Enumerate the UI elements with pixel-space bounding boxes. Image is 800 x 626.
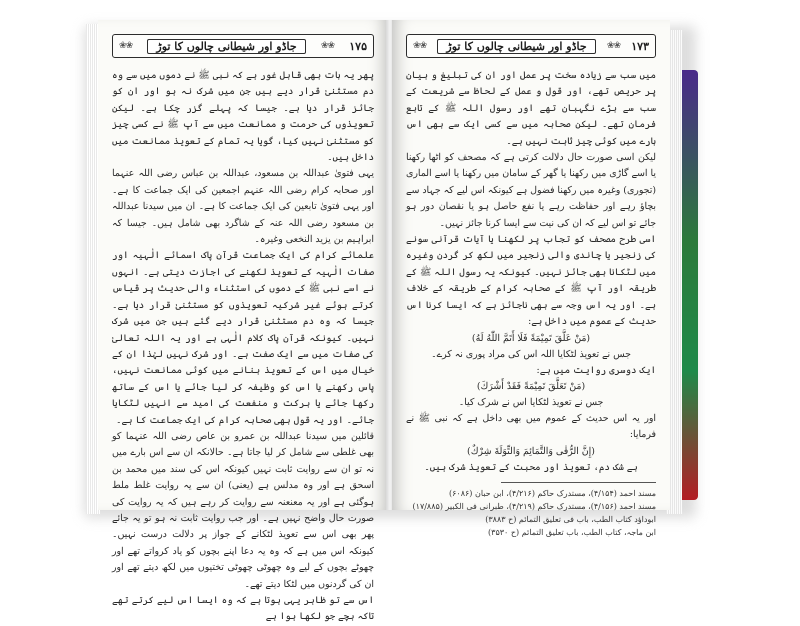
paragraph: اور یہ اس حدیث کے عموم میں بھی داخل ہے کہ نبی ﷺ نے فرمایا:	[406, 412, 656, 441]
right-page-number: ۱۷۳	[631, 39, 649, 53]
paragraph: پھر یہ بات بھی قابل غور ہے کہ نبی ﷺ نے دموں میں سے وہ دم مستثنیٰ قرار دیے ہیں جن میں شرک نہ ہو اور ان کو جائز قرار دیا ہے۔ جیسا کہ پہلے گزر چکا ہے۔ لیکن تعویذوں کی حرمت و ممانعت میں سے آپ ﷺ نے کسی چیز کو مستثنیٰ نہیں کیا، گویا یہ تمام کے تعویذ ممانعت میں داخل ہیں۔	[112, 70, 374, 164]
right-page	[392, 20, 670, 537]
left-page-number: ۱۷۵	[349, 39, 367, 53]
footnote: مسند احمد (۴/۱۵۴)، مستدرک حاکم (۴/۲۱۶)، ابن حبان (۶۰۸۶)	[448, 488, 656, 498]
hadith-verse: (مَنْ عَلَّقَ تَمِيْمَةً فَلَا أَتَمَّ اللّٰهُ لَهُ)	[471, 332, 591, 344]
ornament-icon: ❀❀	[320, 41, 334, 51]
ornament-icon: ❀❀	[119, 41, 133, 51]
paragraph: یہی فتویٰ عبداللہ بن مسعود، عبداللہ بن عباس رضی اللہ عنہما اور صحابہ کرام رضی اللہ عنہم اجمعین کی ایک جماعت کا ہے۔ اور یہی فتویٰ تابعین کی ایک جماعت کا ہے۔ ان میں سیدنا عبداللہ بن مسعود رضی اللہ عنہ کے شاگرد بھی شامل ہیں۔ جیسا کہ ابراہیم بن یزید النخعی وغیرہ۔	[112, 168, 374, 246]
footnote: مسند احمد (۴/۱۵۶)، مستدرک حاکم (۴/۲۱۹)، طبرانی فی الکبیر (۱۷/۸۸۵)	[412, 501, 656, 511]
book-cover-edge	[680, 70, 698, 500]
left-page-header	[112, 34, 374, 58]
hadith-translation: جس نے تعویذ لٹکایا اللہ اس کی مراد پوری نہ کرے۔	[431, 348, 631, 360]
paragraph: ایک دوسری روایت میں ہے:	[536, 364, 656, 376]
ornament-icon: ❀❀	[413, 41, 427, 51]
right-page-running-title: جاڈو اور شیطانی چالوں کا توڑ	[437, 39, 595, 54]
left-page	[98, 20, 388, 623]
paragraph: اسی طرح مصحف کو تجاب پر لکھنا یا آیات قرآنی سونے کی زنجیر یا چاندی والی زنجیر میں لکھ کر گردن وغیرہ میں لٹکانا بھی جائز نہیں۔ کیونکہ یہ رسول اللہ ﷺ کے طریقہ اور آپ ﷺ کے صحابہ کرام کے طریقہ کے خلاف ہے۔ اور یہ اس وجہ سے بھی ناجائز ہے کہ ایسا کرنا اس حدیث کے عموم میں داخل ہے:	[406, 234, 656, 328]
left-page-running-title: جاڈو اور شیطانی چالوں کا توڑ	[147, 39, 305, 54]
footnote: ابوداؤد کتاب الطب، باب فی تعلیق التمائم (ح ۳۸۸۳)	[485, 514, 656, 524]
hadith-translation: بے شک دم، تعویذ اور محبت کے تعویذ شرک ہیں۔	[424, 461, 638, 473]
footnotes	[412, 482, 656, 539]
hadith-verse: (إِنَّ الرُّقٰى وَالتَّمَائِمَ وَالتِّوَلَةَ شِرْكٌ)	[467, 445, 595, 457]
paragraph: علمائے کرام کی ایک جماعت قرآن پاک اسمائے الٰہیہ اور صفات الٰہیہ کے تعویذ لکھنے کی اجازت دیتی ہے۔ انہوں نے اسے نبی ﷺ کے دموں کی استثناء والی حدیث پر قیاس کرتے ہوئے غیر شرکیہ تعویذوں کو مستثنیٰ قرار دیا ہے۔ جیسا کہ وہ دم مستثنیٰ قرار دیے گئے ہیں جن میں شرک نہیں۔ کیونکہ قرآن پاک کلام الٰہی ہے اور یہ اللہ تعالیٰ کی صفات میں سے ایک صفت ہے۔ اور شرک نہیں لہٰذا ان کے خیال میں اس کے تعویذ بنانے میں کوئی ممانعت نہیں، پاس رکھنے یا اس کو وظیفہ کر لیا جائے یا اس کے ساتھ رکھا جائے یا برکت و منفعت کی امید سے انہیں لٹکایا جائے۔ اور یہ قول بھی صحابہ کرام کی ایک جماعت کا ہے۔	[112, 250, 374, 426]
footnote: ابن ماجہ، کتاب الطب، باب تعلیق التمائم (ح ۳۵۳۰)	[488, 527, 656, 537]
left-page-body	[112, 68, 374, 626]
hadith-verse: (مَنْ تَعَلَّقَ تَمِيْمَةً فَقَدْ أَشْرَكَ)	[476, 380, 586, 392]
ornament-icon: ❀❀	[606, 41, 620, 51]
paragraph: قائلین میں سیدنا عبداللہ بن عمرو بن عاص رضی اللہ عنہما کو بھی غلطی سے شامل کر لیا جاتا ہے۔ حالانکہ ان سے اس بارے میں نہ تو ان سے روایت ثابت نہیں کیونکہ اس کی سند میں محمد بن اسحق ہے اور وہ مدلس ہے (یعنی) ان سے یہ روایت غلط ملط ہوگئی ہے اور یہ معنعنہ سے روایت کر رہے ہیں کہ یہ روایت کی صورت حال واضح نہیں ہے۔ اور جب روایت ثابت نہ ہو تو یہ جائے پھر بھی اس سے تعویذ لٹکانے کے جواز پر دلالت درست نہیں۔ کیونکہ اس میں ہے کہ وہ یہ دعا اپنے بچوں کو یاد کرواتے تھے اور چھوٹے بچوں کے لیے وہ چھوٹی چھوٹی تختیوں میں لکھ دیتے تھے اور ان کی گردنوں میں لٹکا دیتے تھے۔	[112, 430, 374, 590]
right-page-header	[406, 34, 656, 58]
paragraph: اس سے تو ظاہر یہی ہوتا ہے کہ وہ ایسا اس لیے کرتے تھے تاکہ بچے جو لکھا ہوا ہے	[112, 595, 374, 623]
right-page-body	[406, 68, 656, 476]
hadith-translation: جس نے تعویذ لٹکایا اس نے شرک کیا۔	[458, 396, 604, 408]
paragraph: میں سب سے زیادہ سخت پر عمل اور ان کی تبلیغ و بیان پر حریص تھے، اور قول و عمل کے لحاظ سے شریعت کے سب سے بڑے نگہبان تھے اور رسول اللہ ﷺ کے تابع فرمان تھے۔ لیکن صحابہ میں سے کسی ایک سے بھی اس بارے میں کوئی چیز ثابت نہیں ہے۔	[406, 70, 656, 147]
paragraph: لیکن اسی صورت حال دلالت کرتی ہے کہ مصحف کو اٹھا رکھنا یا اسے گاڑی میں رکھنا یا گھر کے سامان میں رکھنا یا اسے الماری (تجوری) وغیرہ میں رکھنا فضول ہے کیونکہ اس لیے کہ جہاد سے بچاؤ رہے اور حفاظت رہے یا نفع حاصل ہو یا نقصان دور ہو جائے تو اس لیے کہ ان کی نیت سے ایسا کرنا جائز نہیں۔	[406, 152, 656, 229]
